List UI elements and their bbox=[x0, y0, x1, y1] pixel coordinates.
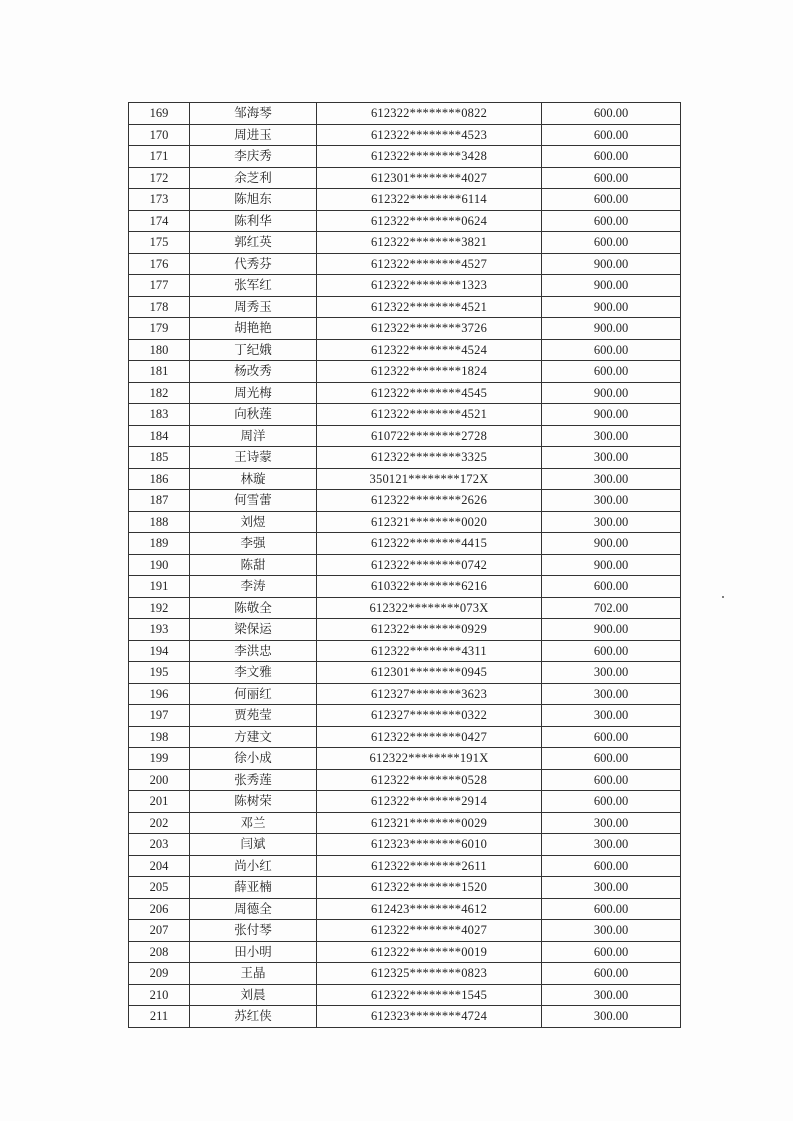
table-row bbox=[129, 576, 681, 598]
id-number-cell: 612322********0742 bbox=[317, 554, 542, 576]
id-number-cell: 612322********0822 bbox=[317, 103, 542, 125]
amount-cell: 300.00 bbox=[542, 425, 681, 447]
name-cell: 刘煜 bbox=[190, 511, 317, 533]
table-row bbox=[129, 533, 681, 555]
amount-cell: 600.00 bbox=[542, 103, 681, 125]
name-cell: 何雪蕾 bbox=[190, 490, 317, 512]
name-cell: 薛亚楠 bbox=[190, 877, 317, 899]
name-cell: 向秋莲 bbox=[190, 404, 317, 426]
name-cell: 郭红英 bbox=[190, 232, 317, 254]
name-cell: 林璇 bbox=[190, 468, 317, 490]
amount-cell: 300.00 bbox=[542, 812, 681, 834]
id-number-cell: 612322********2611 bbox=[317, 855, 542, 877]
row-number-cell: 186 bbox=[129, 468, 190, 490]
table-row bbox=[129, 855, 681, 877]
row-number-cell: 182 bbox=[129, 382, 190, 404]
name-cell: 李强 bbox=[190, 533, 317, 555]
name-cell: 刘晨 bbox=[190, 984, 317, 1006]
id-number-cell: 610722********2728 bbox=[317, 425, 542, 447]
table-row bbox=[129, 812, 681, 834]
row-number-cell: 190 bbox=[129, 554, 190, 576]
row-number-cell: 199 bbox=[129, 748, 190, 770]
amount-cell: 600.00 bbox=[542, 361, 681, 383]
id-number-cell: 612322********4523 bbox=[317, 124, 542, 146]
id-number-cell: 612322********3428 bbox=[317, 146, 542, 168]
row-number-cell: 196 bbox=[129, 683, 190, 705]
id-number-cell: 612322********4524 bbox=[317, 339, 542, 361]
id-number-cell: 612301********0945 bbox=[317, 662, 542, 684]
amount-cell: 300.00 bbox=[542, 490, 681, 512]
name-cell: 王晶 bbox=[190, 963, 317, 985]
name-cell: 杨改秀 bbox=[190, 361, 317, 383]
id-number-cell: 612322********073X bbox=[317, 597, 542, 619]
row-number-cell: 193 bbox=[129, 619, 190, 641]
id-number-cell: 612301********4027 bbox=[317, 167, 542, 189]
id-number-cell: 612323********6010 bbox=[317, 834, 542, 856]
table-row bbox=[129, 124, 681, 146]
table-row bbox=[129, 640, 681, 662]
id-number-cell: 612322********4521 bbox=[317, 296, 542, 318]
amount-cell: 600.00 bbox=[542, 167, 681, 189]
row-number-cell: 171 bbox=[129, 146, 190, 168]
amount-cell: 300.00 bbox=[542, 920, 681, 942]
row-number-cell: 184 bbox=[129, 425, 190, 447]
row-number-cell: 188 bbox=[129, 511, 190, 533]
table-row bbox=[129, 769, 681, 791]
scan-speck bbox=[722, 596, 724, 598]
table-row bbox=[129, 447, 681, 469]
table-row bbox=[129, 705, 681, 727]
table-row bbox=[129, 920, 681, 942]
row-number-cell: 189 bbox=[129, 533, 190, 555]
table-row bbox=[129, 683, 681, 705]
id-number-cell: 612322********3821 bbox=[317, 232, 542, 254]
row-number-cell: 173 bbox=[129, 189, 190, 211]
name-cell: 王诗蒙 bbox=[190, 447, 317, 469]
table-row bbox=[129, 963, 681, 985]
name-cell: 周德全 bbox=[190, 898, 317, 920]
id-number-cell: 612322********1323 bbox=[317, 275, 542, 297]
table-row bbox=[129, 404, 681, 426]
name-cell: 周光梅 bbox=[190, 382, 317, 404]
name-cell: 邓兰 bbox=[190, 812, 317, 834]
table-row bbox=[129, 984, 681, 1006]
name-cell: 李涛 bbox=[190, 576, 317, 598]
id-number-cell: 612322********0019 bbox=[317, 941, 542, 963]
name-cell: 苏红侠 bbox=[190, 1006, 317, 1028]
name-cell: 丁纪娥 bbox=[190, 339, 317, 361]
id-number-cell: 612325********0823 bbox=[317, 963, 542, 985]
row-number-cell: 211 bbox=[129, 1006, 190, 1028]
row-number-cell: 181 bbox=[129, 361, 190, 383]
row-number-cell: 200 bbox=[129, 769, 190, 791]
amount-cell: 300.00 bbox=[542, 705, 681, 727]
amount-cell: 900.00 bbox=[542, 382, 681, 404]
table-row bbox=[129, 210, 681, 232]
name-cell: 周洋 bbox=[190, 425, 317, 447]
name-cell: 李洪忠 bbox=[190, 640, 317, 662]
row-number-cell: 206 bbox=[129, 898, 190, 920]
id-number-cell: 610322********6216 bbox=[317, 576, 542, 598]
row-number-cell: 210 bbox=[129, 984, 190, 1006]
table-row bbox=[129, 490, 681, 512]
amount-cell: 600.00 bbox=[542, 963, 681, 985]
id-number-cell: 612322********0427 bbox=[317, 726, 542, 748]
row-number-cell: 175 bbox=[129, 232, 190, 254]
roster-table-body bbox=[129, 103, 681, 1028]
table-row bbox=[129, 339, 681, 361]
row-number-cell: 191 bbox=[129, 576, 190, 598]
table-row bbox=[129, 834, 681, 856]
table-row bbox=[129, 877, 681, 899]
table-row bbox=[129, 748, 681, 770]
name-cell: 李庆秀 bbox=[190, 146, 317, 168]
name-cell: 方建文 bbox=[190, 726, 317, 748]
name-cell: 张军红 bbox=[190, 275, 317, 297]
id-number-cell: 612322********4027 bbox=[317, 920, 542, 942]
row-number-cell: 202 bbox=[129, 812, 190, 834]
name-cell: 梁保运 bbox=[190, 619, 317, 641]
row-number-cell: 180 bbox=[129, 339, 190, 361]
row-number-cell: 177 bbox=[129, 275, 190, 297]
id-number-cell: 612322********0528 bbox=[317, 769, 542, 791]
table-row bbox=[129, 726, 681, 748]
roster-table bbox=[128, 102, 681, 1028]
amount-cell: 600.00 bbox=[542, 855, 681, 877]
table-row bbox=[129, 791, 681, 813]
id-number-cell: 612322********4545 bbox=[317, 382, 542, 404]
name-cell: 陈利华 bbox=[190, 210, 317, 232]
amount-cell: 900.00 bbox=[542, 533, 681, 555]
id-number-cell: 612322********6114 bbox=[317, 189, 542, 211]
id-number-cell: 612327********0322 bbox=[317, 705, 542, 727]
amount-cell: 600.00 bbox=[542, 748, 681, 770]
id-number-cell: 612423********4612 bbox=[317, 898, 542, 920]
name-cell: 陈树荣 bbox=[190, 791, 317, 813]
table-row bbox=[129, 554, 681, 576]
amount-cell: 600.00 bbox=[542, 339, 681, 361]
table-row bbox=[129, 232, 681, 254]
amount-cell: 900.00 bbox=[542, 318, 681, 340]
name-cell: 尚小红 bbox=[190, 855, 317, 877]
amount-cell: 702.00 bbox=[542, 597, 681, 619]
table-row bbox=[129, 189, 681, 211]
row-number-cell: 208 bbox=[129, 941, 190, 963]
name-cell: 张秀莲 bbox=[190, 769, 317, 791]
table-row bbox=[129, 167, 681, 189]
amount-cell: 900.00 bbox=[542, 253, 681, 275]
amount-cell: 600.00 bbox=[542, 146, 681, 168]
amount-cell: 600.00 bbox=[542, 898, 681, 920]
amount-cell: 300.00 bbox=[542, 468, 681, 490]
amount-cell: 900.00 bbox=[542, 404, 681, 426]
row-number-cell: 174 bbox=[129, 210, 190, 232]
id-number-cell: 612322********4527 bbox=[317, 253, 542, 275]
name-cell: 胡艳艳 bbox=[190, 318, 317, 340]
row-number-cell: 179 bbox=[129, 318, 190, 340]
name-cell: 陈旭东 bbox=[190, 189, 317, 211]
table-row bbox=[129, 898, 681, 920]
row-number-cell: 169 bbox=[129, 103, 190, 125]
table-row bbox=[129, 425, 681, 447]
row-number-cell: 176 bbox=[129, 253, 190, 275]
name-cell: 何丽红 bbox=[190, 683, 317, 705]
table-row bbox=[129, 597, 681, 619]
id-number-cell: 612322********191X bbox=[317, 748, 542, 770]
table-row bbox=[129, 296, 681, 318]
amount-cell: 600.00 bbox=[542, 124, 681, 146]
amount-cell: 300.00 bbox=[542, 877, 681, 899]
amount-cell: 900.00 bbox=[542, 275, 681, 297]
name-cell: 闫斌 bbox=[190, 834, 317, 856]
name-cell: 陈敬全 bbox=[190, 597, 317, 619]
table-row bbox=[129, 382, 681, 404]
row-number-cell: 198 bbox=[129, 726, 190, 748]
id-number-cell: 612322********1520 bbox=[317, 877, 542, 899]
row-number-cell: 195 bbox=[129, 662, 190, 684]
row-number-cell: 203 bbox=[129, 834, 190, 856]
table-row bbox=[129, 1006, 681, 1028]
row-number-cell: 178 bbox=[129, 296, 190, 318]
amount-cell: 300.00 bbox=[542, 984, 681, 1006]
name-cell: 李文雅 bbox=[190, 662, 317, 684]
row-number-cell: 187 bbox=[129, 490, 190, 512]
id-number-cell: 612323********4724 bbox=[317, 1006, 542, 1028]
name-cell: 周进玉 bbox=[190, 124, 317, 146]
name-cell: 邹海琴 bbox=[190, 103, 317, 125]
id-number-cell: 612321********0029 bbox=[317, 812, 542, 834]
id-number-cell: 612322********1545 bbox=[317, 984, 542, 1006]
amount-cell: 300.00 bbox=[542, 511, 681, 533]
id-number-cell: 612322********3325 bbox=[317, 447, 542, 469]
amount-cell: 900.00 bbox=[542, 296, 681, 318]
row-number-cell: 172 bbox=[129, 167, 190, 189]
name-cell: 陈甜 bbox=[190, 554, 317, 576]
table-row bbox=[129, 941, 681, 963]
row-number-cell: 207 bbox=[129, 920, 190, 942]
amount-cell: 600.00 bbox=[542, 232, 681, 254]
name-cell: 田小明 bbox=[190, 941, 317, 963]
amount-cell: 600.00 bbox=[542, 210, 681, 232]
row-number-cell: 185 bbox=[129, 447, 190, 469]
row-number-cell: 201 bbox=[129, 791, 190, 813]
id-number-cell: 612322********3726 bbox=[317, 318, 542, 340]
row-number-cell: 197 bbox=[129, 705, 190, 727]
name-cell: 张付琴 bbox=[190, 920, 317, 942]
amount-cell: 600.00 bbox=[542, 640, 681, 662]
table-row bbox=[129, 253, 681, 275]
amount-cell: 900.00 bbox=[542, 554, 681, 576]
amount-cell: 300.00 bbox=[542, 662, 681, 684]
row-number-cell: 170 bbox=[129, 124, 190, 146]
amount-cell: 600.00 bbox=[542, 941, 681, 963]
id-number-cell: 612321********0020 bbox=[317, 511, 542, 533]
row-number-cell: 209 bbox=[129, 963, 190, 985]
amount-cell: 600.00 bbox=[542, 769, 681, 791]
id-number-cell: 612322********2914 bbox=[317, 791, 542, 813]
table-row bbox=[129, 662, 681, 684]
row-number-cell: 204 bbox=[129, 855, 190, 877]
id-number-cell: 612327********3623 bbox=[317, 683, 542, 705]
amount-cell: 300.00 bbox=[542, 447, 681, 469]
table-row bbox=[129, 275, 681, 297]
name-cell: 徐小成 bbox=[190, 748, 317, 770]
table-row bbox=[129, 468, 681, 490]
id-number-cell: 612322********4521 bbox=[317, 404, 542, 426]
name-cell: 周秀玉 bbox=[190, 296, 317, 318]
row-number-cell: 183 bbox=[129, 404, 190, 426]
amount-cell: 600.00 bbox=[542, 726, 681, 748]
id-number-cell: 612322********1824 bbox=[317, 361, 542, 383]
table-row bbox=[129, 619, 681, 641]
table-row bbox=[129, 318, 681, 340]
id-number-cell: 612322********4311 bbox=[317, 640, 542, 662]
id-number-cell: 350121********172X bbox=[317, 468, 542, 490]
amount-cell: 300.00 bbox=[542, 683, 681, 705]
amount-cell: 300.00 bbox=[542, 834, 681, 856]
row-number-cell: 192 bbox=[129, 597, 190, 619]
row-number-cell: 194 bbox=[129, 640, 190, 662]
name-cell: 贾苑莹 bbox=[190, 705, 317, 727]
amount-cell: 600.00 bbox=[542, 791, 681, 813]
amount-cell: 600.00 bbox=[542, 189, 681, 211]
id-number-cell: 612322********0624 bbox=[317, 210, 542, 232]
table-row bbox=[129, 103, 681, 125]
id-number-cell: 612322********2626 bbox=[317, 490, 542, 512]
name-cell: 代秀芬 bbox=[190, 253, 317, 275]
name-cell: 余芝利 bbox=[190, 167, 317, 189]
row-number-cell: 205 bbox=[129, 877, 190, 899]
table-row bbox=[129, 146, 681, 168]
table-row bbox=[129, 511, 681, 533]
id-number-cell: 612322********4415 bbox=[317, 533, 542, 555]
id-number-cell: 612322********0929 bbox=[317, 619, 542, 641]
amount-cell: 300.00 bbox=[542, 1006, 681, 1028]
amount-cell: 900.00 bbox=[542, 619, 681, 641]
table-row bbox=[129, 361, 681, 383]
amount-cell: 600.00 bbox=[542, 576, 681, 598]
